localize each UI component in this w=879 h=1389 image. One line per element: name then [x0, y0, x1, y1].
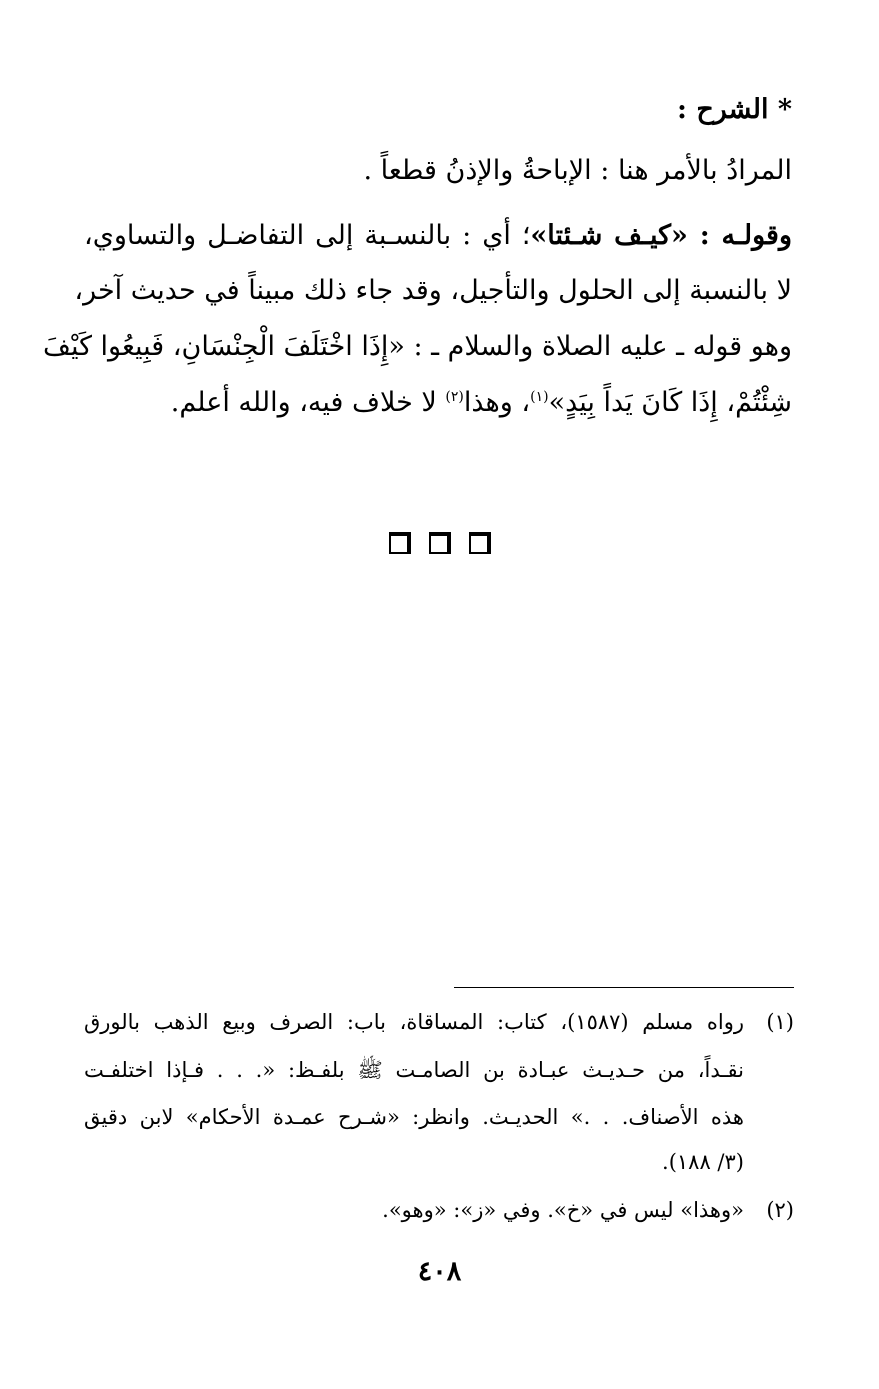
- footnote-number: (٢): [766, 1198, 794, 1222]
- body-line-5-mid: ، وهذا: [463, 387, 531, 418]
- body-line-2-rest: ؛ أي : بالنسـبة إلى التفاضـل والتساوي،: [84, 220, 531, 251]
- body-line-5: [84, 383, 792, 423]
- quoted-phrase: وقولـه : «كيـف شـئتا»: [530, 220, 792, 251]
- footnote-ref-2: (٢): [445, 389, 464, 405]
- body-line-3: لا بالنسبة إلى الحلول والتأجيل، وقد جاء ذلك مبيناً في حديث آخر،: [74, 275, 792, 306]
- body-line-2: [84, 216, 792, 256]
- footnote-ref-1: (١): [530, 389, 549, 405]
- footnote-number: (١): [766, 1010, 794, 1034]
- section-divider: [0, 532, 879, 554]
- page-number: ٤٠٨: [417, 1256, 462, 1287]
- divider-square-icon: [389, 532, 411, 554]
- footnote-separator: [454, 987, 794, 988]
- footnote-text-line: نقـداً، من حـديـث عبـادة بن الصامـت ﷺ بلفـظ: «. . . فـإذا اختلفـت: [84, 1058, 744, 1082]
- footnote-text-line: (٣/ ١٨٨).: [662, 1150, 744, 1174]
- divider-square-icon: [429, 532, 451, 554]
- divider-square-icon: [469, 532, 491, 554]
- body-line-1: المرادُ بالأمر هنا : الإباحةُ والإذنُ قطعاً .: [363, 155, 792, 186]
- body-line-4: وهو قوله ـ عليه الصلاة والسلام ـ : «إِذَا اخْتَلَفَ الْجِنْسَانِ، فَبِيعُوا كَيْفَ: [43, 331, 792, 362]
- footnote-text-line: هذه الأصناف. . .» الحديـث. وانظر: «شـرح عمـدة الأحكام» لابن دقيق: [84, 1105, 744, 1129]
- body-line-5-end: لا خلاف فيه، والله أعلم.: [170, 387, 446, 418]
- footnote-text-line: «وهذا» ليس في «خ». وفي «ز»: «وهو».: [382, 1198, 744, 1222]
- section-heading: * الشرح :: [676, 94, 792, 125]
- hadith-quote-end: شِئْتُمْ، إِذَا كَانَ يَداً بِيَدٍ»: [548, 387, 792, 418]
- footnote-text-line: رواه مسلم (١٥٨٧)، كتاب: المساقاة، باب: الصرف وبيع الذهب بالورق: [84, 1010, 745, 1034]
